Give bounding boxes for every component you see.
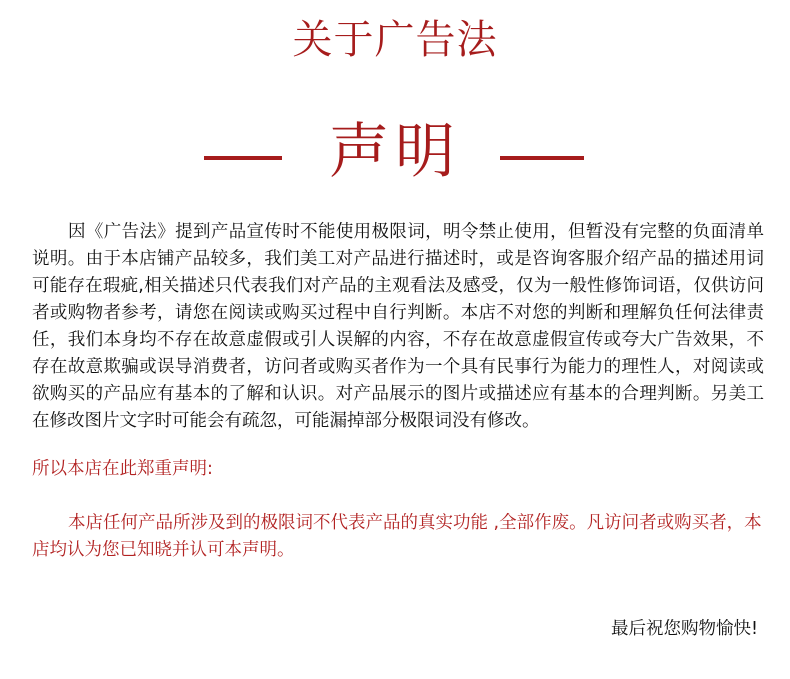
section-heading: 声明: [329, 117, 461, 187]
notice-intro: 所以本店在此郑重声明:: [32, 459, 213, 479]
disclaimer-paragraph: 因《广告法》提到产品宣传时不能使用极限词，明令禁止使用，但暂没有完整的负面清单说明。由于本店铺产品较多，我们美工对产品进行描述时，或是咨询客服介绍产品的描述用词可能存在瑕疵,相关描述只代表我们对产品的主观看法及感受，仅为一般性修饰词语，仅供访问者或购物者参考，请您在阅读或购买过程中自行判断。本店不对您的判断和理解负任何法律责任，我们本身均不存在故意虚假或引人误解的内容，不存在故意虚假宣传或夸大广告效果，不存在故意欺骗或误导消费者，访问者或购买者作为一个具有民事行为能力的理性人，对阅读或欲购买的产品应有基本的了解和认识。对产品展示的图片或描述应有基本的合理判断。另美工在修改图片文字时可能会有疏忽，可能漏掉部分极限词没有修改。: [32, 222, 764, 431]
page-title: 关于广告法: [292, 17, 498, 63]
notice-paragraph: 本店任何产品所涉及到的极限词不代表产品的真实功能 ,全部作废。凡访问者或购买者，本店均认为您已知晓并认可本声明。: [32, 513, 762, 560]
closing-line: 最后祝您购物愉快!: [610, 619, 758, 639]
right-dash-decoration: [500, 156, 584, 160]
heading-row: [0, 112, 790, 192]
